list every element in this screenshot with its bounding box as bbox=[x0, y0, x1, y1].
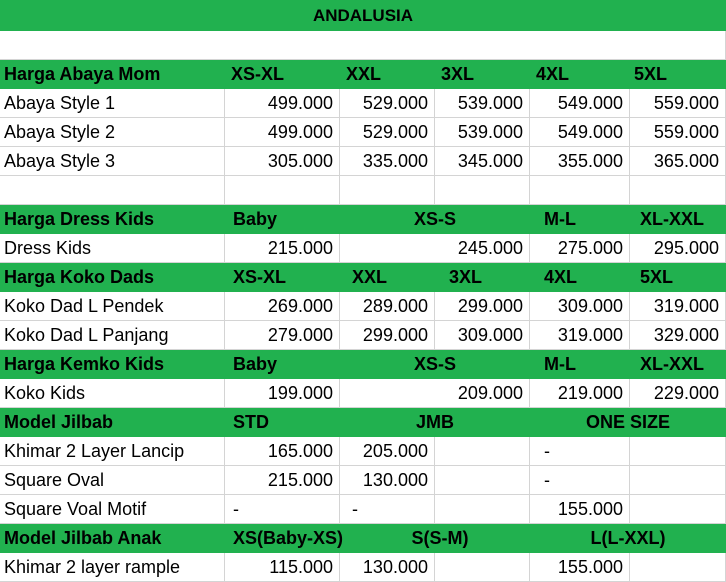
title-row bbox=[0, 0, 726, 31]
table-cell[interactable] bbox=[435, 466, 530, 494]
cell-text: STD bbox=[233, 412, 269, 432]
table-cell[interactable] bbox=[435, 118, 530, 146]
cell-text: XXL bbox=[346, 64, 382, 84]
cell-text: 3XL bbox=[441, 64, 475, 84]
cell-text: 3XL bbox=[449, 267, 483, 287]
table-row bbox=[0, 553, 726, 582]
header-cell[interactable] bbox=[435, 263, 530, 292]
table-cell[interactable] bbox=[340, 437, 435, 465]
table-cell[interactable] bbox=[435, 89, 530, 117]
table-cell[interactable] bbox=[340, 234, 530, 262]
cell-text: Koko Kids bbox=[4, 382, 86, 403]
table-cell[interactable] bbox=[0, 292, 225, 320]
cell-text: Model Jilbab bbox=[4, 412, 114, 432]
table-cell[interactable] bbox=[225, 495, 340, 523]
cell-text: M-L bbox=[544, 209, 576, 229]
table-cell[interactable] bbox=[630, 466, 726, 494]
table-cell[interactable] bbox=[0, 466, 225, 494]
header-cell[interactable] bbox=[350, 524, 530, 553]
table-cell[interactable] bbox=[530, 176, 630, 204]
table-cell[interactable] bbox=[340, 495, 435, 523]
header-cell[interactable] bbox=[530, 408, 726, 437]
cell-text: Baby bbox=[233, 209, 278, 229]
cell-text: Model Jilbab Anak bbox=[4, 528, 162, 548]
table-cell[interactable] bbox=[435, 495, 530, 523]
cell-text: XL-XXL bbox=[640, 209, 705, 229]
cell-text: - bbox=[544, 440, 550, 461]
table-cell[interactable] bbox=[530, 292, 630, 320]
table-cell[interactable] bbox=[630, 147, 726, 175]
header-cell[interactable] bbox=[0, 408, 225, 437]
header-cell[interactable] bbox=[225, 60, 340, 89]
header-cell[interactable] bbox=[0, 60, 225, 89]
table-cell[interactable] bbox=[0, 437, 225, 465]
cell-text: 209.000 bbox=[457, 382, 523, 403]
table-row bbox=[0, 466, 726, 495]
table-cell[interactable] bbox=[630, 118, 726, 146]
cell-text: XS-S bbox=[413, 354, 456, 374]
cell-text: 529.000 bbox=[362, 92, 428, 113]
header-cell[interactable] bbox=[530, 263, 630, 292]
table-cell[interactable] bbox=[0, 234, 225, 262]
cell-text: XL-XXL bbox=[640, 354, 705, 374]
table-cell[interactable] bbox=[530, 234, 630, 262]
header-cell[interactable] bbox=[0, 263, 225, 292]
cell-text: Square Oval bbox=[4, 469, 105, 490]
cell-text: 319.000 bbox=[557, 324, 623, 345]
cell-text: 549.000 bbox=[557, 121, 623, 142]
cell-text: 299.000 bbox=[457, 295, 523, 316]
cell-text: 155.000 bbox=[557, 556, 623, 577]
sheet-title: ANDALUSIA bbox=[312, 5, 414, 25]
table-row bbox=[0, 379, 726, 408]
header-cell[interactable] bbox=[630, 263, 726, 292]
cell-text: 305.000 bbox=[267, 150, 333, 171]
table-cell[interactable] bbox=[0, 89, 225, 117]
table-cell[interactable] bbox=[530, 147, 630, 175]
table-cell[interactable] bbox=[530, 321, 630, 349]
header-cell[interactable] bbox=[225, 205, 340, 234]
table-cell[interactable] bbox=[340, 379, 530, 407]
table-cell[interactable] bbox=[630, 553, 726, 581]
table-cell[interactable] bbox=[225, 89, 340, 117]
cell-text: 130.000 bbox=[362, 556, 428, 577]
cell-text: 269.000 bbox=[267, 295, 333, 316]
cell-text: Abaya Style 2 bbox=[4, 121, 116, 142]
table-cell[interactable] bbox=[0, 147, 225, 175]
cell-text: Baby bbox=[233, 354, 278, 374]
blank-cell[interactable] bbox=[0, 31, 726, 59]
cell-text: S(S-M) bbox=[411, 528, 469, 548]
cell-text: Koko Dad L Pendek bbox=[4, 295, 164, 316]
cell-text: 539.000 bbox=[457, 92, 523, 113]
cell-text: 215.000 bbox=[267, 469, 333, 490]
cell-text: 499.000 bbox=[267, 121, 333, 142]
cell-text: XS-XL bbox=[231, 64, 285, 84]
table-cell[interactable] bbox=[630, 292, 726, 320]
cell-text: 4XL bbox=[544, 267, 578, 287]
cell-text: 165.000 bbox=[267, 440, 333, 461]
cell-text: 309.000 bbox=[457, 324, 523, 345]
cell-text: 155.000 bbox=[557, 498, 623, 519]
cell-text: Square Voal Motif bbox=[4, 498, 147, 519]
table-cell[interactable] bbox=[225, 379, 340, 407]
cell-text: 299.000 bbox=[362, 324, 428, 345]
table-row bbox=[0, 176, 726, 205]
header-cell[interactable] bbox=[340, 60, 435, 89]
table-cell[interactable] bbox=[225, 321, 340, 349]
cell-text: 345.000 bbox=[457, 150, 523, 171]
table-cell[interactable] bbox=[530, 437, 630, 465]
cell-text: Khimar 2 layer rample bbox=[4, 556, 181, 577]
table-cell[interactable] bbox=[340, 89, 435, 117]
cell-text: 130.000 bbox=[362, 469, 428, 490]
blank-row bbox=[0, 31, 726, 60]
table-row bbox=[0, 437, 726, 466]
table-cell[interactable] bbox=[225, 176, 340, 204]
header-row bbox=[0, 60, 726, 89]
cell-text: Harga Dress Kids bbox=[4, 209, 155, 229]
table-row bbox=[0, 234, 726, 263]
table-cell[interactable] bbox=[0, 553, 225, 581]
cell-text: XXL bbox=[352, 267, 388, 287]
header-cell[interactable] bbox=[530, 60, 630, 89]
cell-text: 319.000 bbox=[653, 295, 719, 316]
cell-text: - bbox=[544, 469, 550, 490]
cell-text: 219.000 bbox=[557, 382, 623, 403]
cell-text: JMB bbox=[415, 412, 454, 432]
cell-text: 549.000 bbox=[557, 92, 623, 113]
header-cell[interactable] bbox=[530, 350, 630, 379]
table-cell[interactable] bbox=[225, 553, 340, 581]
table-cell[interactable] bbox=[0, 321, 225, 349]
header-cell[interactable] bbox=[630, 60, 726, 89]
header-cell[interactable] bbox=[0, 205, 225, 234]
table-cell[interactable] bbox=[630, 321, 726, 349]
table-cell[interactable] bbox=[225, 437, 340, 465]
table-cell[interactable] bbox=[0, 379, 225, 407]
header-cell[interactable] bbox=[530, 524, 726, 553]
cell-text: 335.000 bbox=[362, 150, 428, 171]
table-cell[interactable] bbox=[225, 147, 340, 175]
table-cell[interactable] bbox=[435, 321, 530, 349]
cell-text: 559.000 bbox=[653, 121, 719, 142]
table-cell[interactable] bbox=[530, 379, 630, 407]
cell-text: ONE SIZE bbox=[585, 412, 670, 432]
cell-text: 5XL bbox=[640, 267, 674, 287]
table-cell[interactable] bbox=[340, 321, 435, 349]
cell-text: - bbox=[352, 498, 358, 519]
table-cell[interactable] bbox=[630, 89, 726, 117]
header-cell[interactable] bbox=[0, 350, 225, 379]
header-cell[interactable] bbox=[435, 60, 530, 89]
table-cell[interactable] bbox=[340, 118, 435, 146]
table-cell[interactable] bbox=[435, 147, 530, 175]
table-cell[interactable] bbox=[435, 553, 530, 581]
cell-text: 309.000 bbox=[557, 295, 623, 316]
cell-text: Khimar 2 Layer Lancip bbox=[4, 440, 185, 461]
table-cell[interactable] bbox=[340, 466, 435, 494]
cell-text: XS-S bbox=[413, 209, 456, 229]
table-row bbox=[0, 89, 726, 118]
table-cell[interactable] bbox=[435, 437, 530, 465]
header-row bbox=[0, 408, 726, 437]
header-cell[interactable] bbox=[340, 350, 530, 379]
table-cell[interactable] bbox=[225, 466, 340, 494]
cell-text: Dress Kids bbox=[4, 237, 92, 258]
cell-text: 205.000 bbox=[362, 440, 428, 461]
header-cell[interactable] bbox=[340, 263, 435, 292]
header-cell[interactable] bbox=[630, 350, 726, 379]
table-cell[interactable] bbox=[630, 234, 726, 262]
cell-text: - bbox=[233, 498, 239, 519]
table-cell[interactable] bbox=[0, 118, 225, 146]
cell-text: M-L bbox=[544, 354, 576, 374]
cell-text: 4XL bbox=[536, 64, 570, 84]
table-cell[interactable] bbox=[630, 379, 726, 407]
header-cell[interactable] bbox=[340, 408, 530, 437]
table-cell[interactable] bbox=[630, 495, 726, 523]
cell-text: 499.000 bbox=[267, 92, 333, 113]
cell-text: Abaya Style 1 bbox=[4, 92, 116, 113]
table-row bbox=[0, 321, 726, 350]
table-cell[interactable] bbox=[340, 292, 435, 320]
cell-text: 365.000 bbox=[653, 150, 719, 171]
table-row bbox=[0, 147, 726, 176]
header-row bbox=[0, 205, 726, 234]
table-cell[interactable] bbox=[225, 234, 340, 262]
cell-text: 539.000 bbox=[457, 121, 523, 142]
cell-text: 215.000 bbox=[267, 237, 333, 258]
header-row bbox=[0, 263, 726, 292]
table-cell[interactable] bbox=[340, 147, 435, 175]
table-cell[interactable] bbox=[530, 466, 630, 494]
table-cell[interactable] bbox=[530, 118, 630, 146]
table-cell[interactable] bbox=[225, 118, 340, 146]
header-cell[interactable] bbox=[530, 205, 630, 234]
cell-text: 529.000 bbox=[362, 121, 428, 142]
table-row bbox=[0, 118, 726, 147]
cell-text: Harga Koko Dads bbox=[4, 267, 155, 287]
cell-text: L(L-XXL) bbox=[590, 528, 666, 548]
table-cell[interactable] bbox=[630, 176, 726, 204]
header-cell[interactable] bbox=[225, 408, 340, 437]
cell-text: 275.000 bbox=[557, 237, 623, 258]
header-cell[interactable] bbox=[630, 205, 726, 234]
table-cell[interactable] bbox=[435, 292, 530, 320]
cell-text: Harga Abaya Mom bbox=[4, 64, 161, 84]
header-cell[interactable] bbox=[340, 205, 530, 234]
cell-text: 229.000 bbox=[653, 382, 719, 403]
cell-text: 355.000 bbox=[557, 150, 623, 171]
header-row bbox=[0, 524, 726, 553]
header-cell[interactable] bbox=[0, 524, 225, 553]
table-row bbox=[0, 292, 726, 321]
cell-text: XS-XL bbox=[233, 267, 287, 287]
header-cell[interactable] bbox=[225, 263, 340, 292]
table-cell[interactable] bbox=[0, 176, 225, 204]
table-cell[interactable] bbox=[435, 176, 530, 204]
cell-text: 199.000 bbox=[267, 382, 333, 403]
header-cell[interactable] bbox=[225, 524, 350, 553]
table-cell[interactable] bbox=[530, 553, 630, 581]
cell-text: Abaya Style 3 bbox=[4, 150, 116, 171]
cell-text: 329.000 bbox=[653, 324, 719, 345]
table-cell[interactable] bbox=[0, 495, 225, 523]
table-cell[interactable] bbox=[340, 176, 435, 204]
header-cell[interactable] bbox=[225, 350, 340, 379]
table-cell[interactable] bbox=[630, 437, 726, 465]
cell-text: 559.000 bbox=[653, 92, 719, 113]
cell-text: 115.000 bbox=[269, 556, 333, 577]
cell-text: Koko Dad L Panjang bbox=[4, 324, 169, 345]
table-cell[interactable] bbox=[225, 292, 340, 320]
cell-text: 245.000 bbox=[457, 237, 523, 258]
table-cell[interactable] bbox=[530, 89, 630, 117]
header-row bbox=[0, 350, 726, 379]
cell-text: 279.000 bbox=[267, 324, 333, 345]
table-cell[interactable] bbox=[530, 495, 630, 523]
title-cell[interactable] bbox=[0, 0, 726, 31]
cell-text: 5XL bbox=[634, 64, 668, 84]
cell-text: XS(Baby-XS) bbox=[233, 528, 344, 548]
cell-text: 295.000 bbox=[653, 237, 719, 258]
table-row bbox=[0, 495, 726, 524]
cell-text: Harga Kemko Kids bbox=[4, 354, 165, 374]
table-cell[interactable] bbox=[340, 553, 435, 581]
cell-text: 289.000 bbox=[362, 295, 428, 316]
